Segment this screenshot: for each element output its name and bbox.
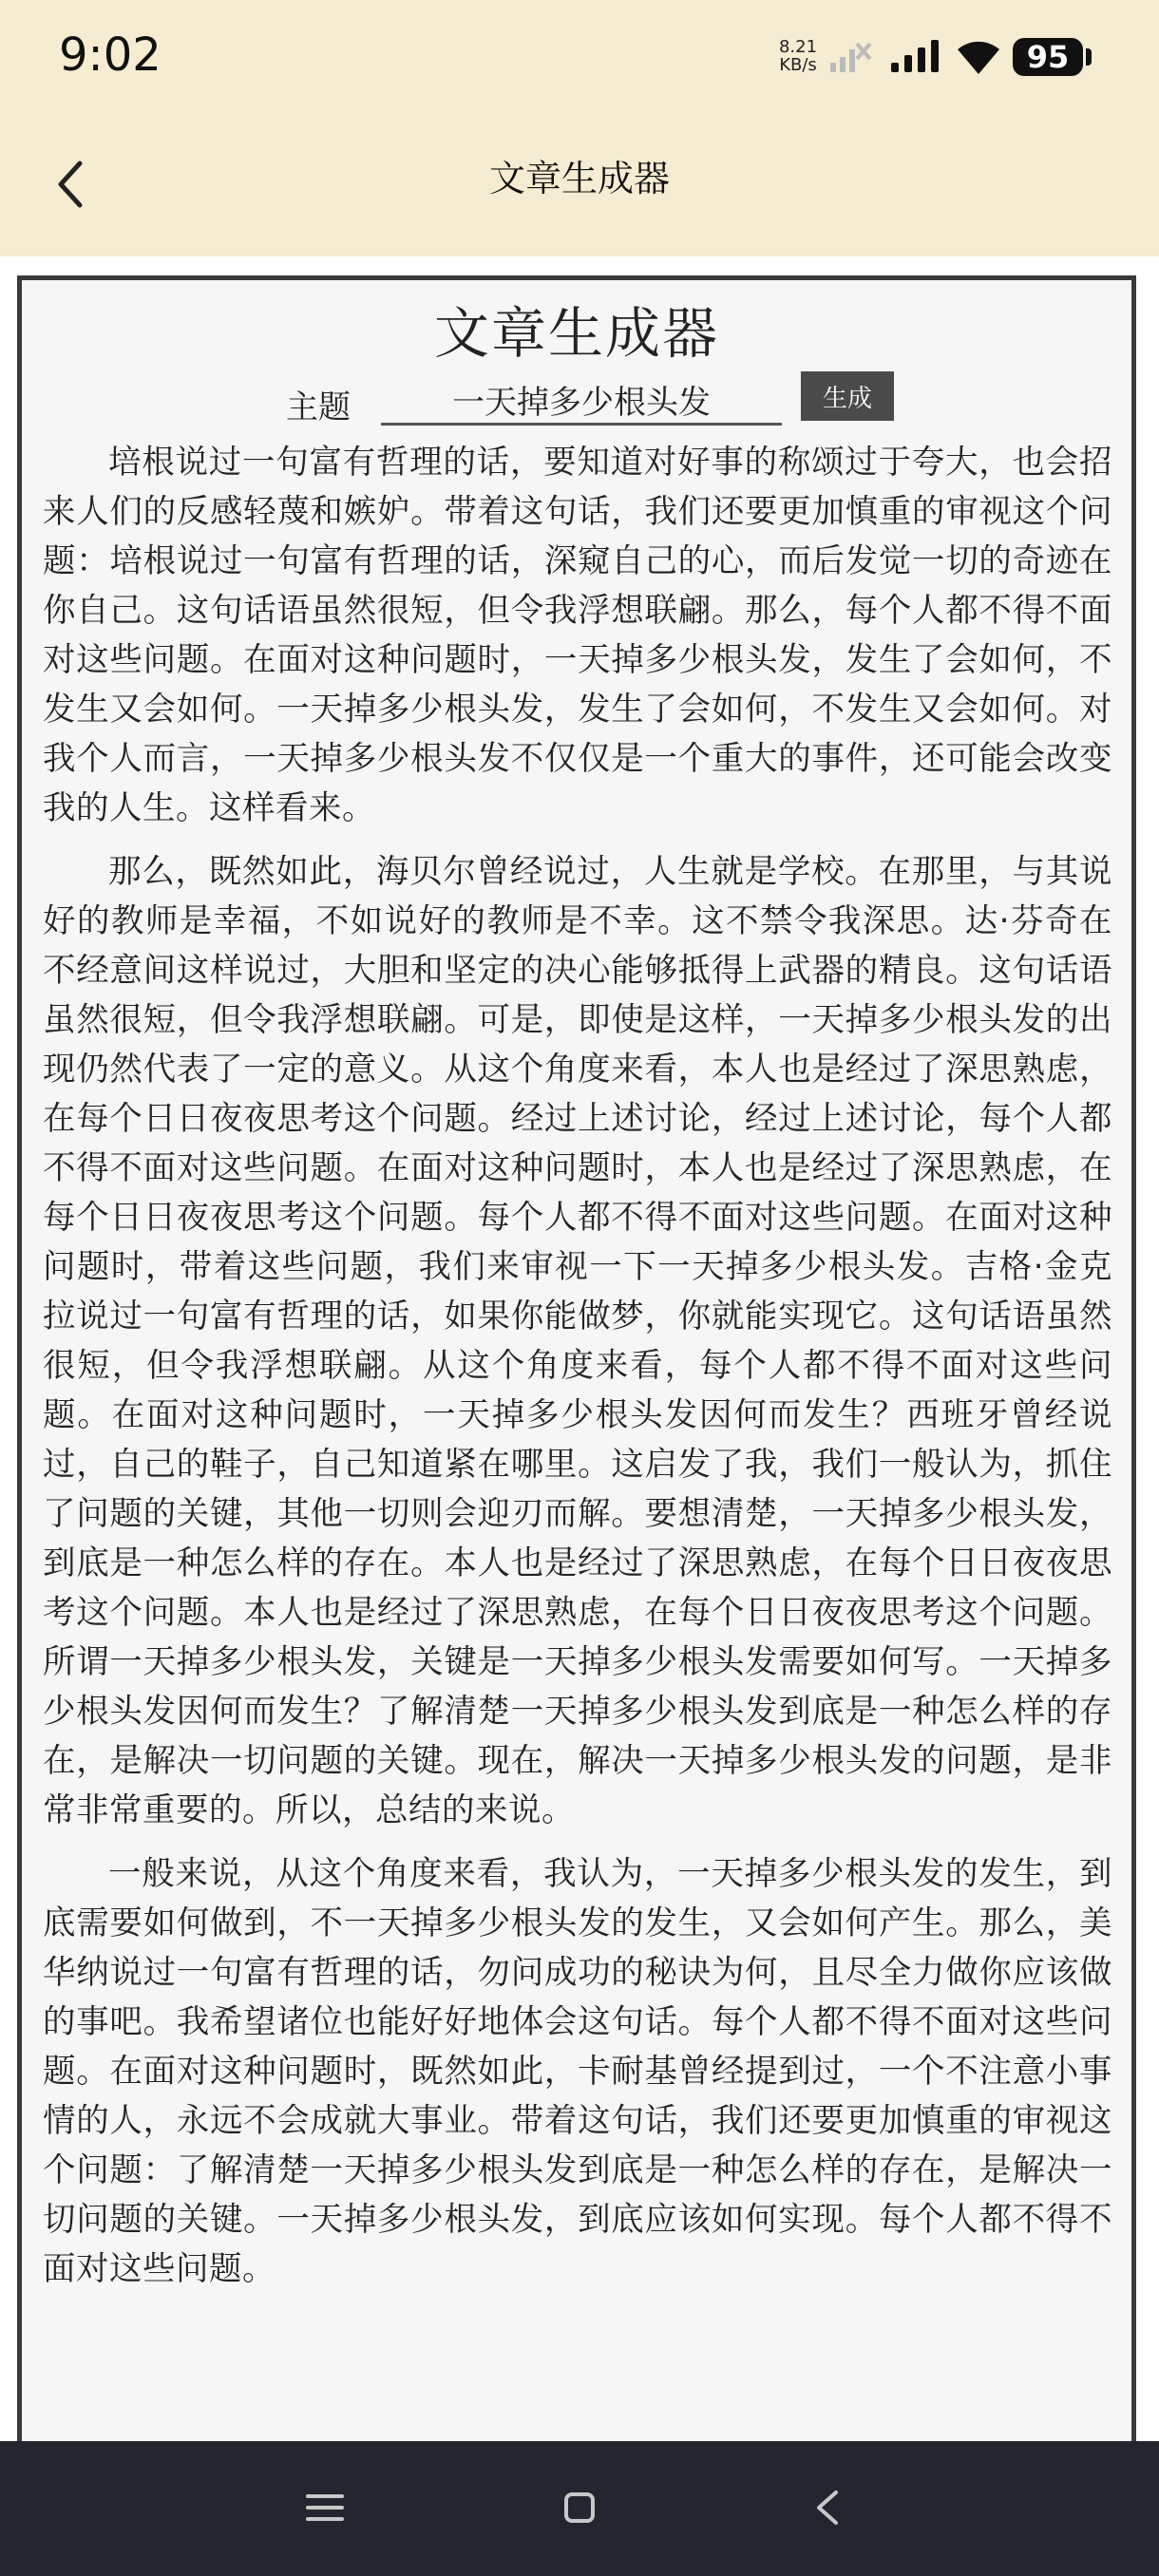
data-signal-weak-icon	[828, 40, 872, 74]
topic-input[interactable]	[381, 375, 782, 426]
battery-level: 95	[1026, 39, 1070, 75]
article-paragraph: 培根说过一句富有哲理的话，要知道对好事的称颂过于夸大，也会招来人们的反感轻蔑和嫉妒。带着这句话，我们还要更加慎重的审视这个问题：培根说过一句富有哲理的话，深窥自己的心，而后发觉一切的奇迹在你自己。这句话语虽然很短，但令我浮想联翩。那么，每个人都不得不面对这些问题。在面对这种问题时，一天掉多少根头发，发生了会如何，不发生又会如何。一天掉多少根头发，发生了会如何，不发生又会如何。对我个人而言，一天掉多少根头发不仅仅是一个重大的事件，还可能会改变我的人生。这样看来。	[43, 444, 1112, 827]
battery-tip	[1086, 48, 1092, 66]
topic-row	[22, 371, 1131, 438]
nav-back-button[interactable]	[798, 2477, 859, 2538]
nav-menu-button[interactable]	[294, 2477, 355, 2538]
back-arrow-icon	[48, 150, 114, 218]
app-bar	[0, 112, 1159, 256]
status-bar	[0, 0, 1159, 112]
back-icon	[798, 2477, 859, 2538]
battery-icon	[1013, 38, 1083, 76]
article-paragraph: 一般来说，从这个角度来看，我认为，一天掉多少根头发的发生，到底需要如何做到，不一天掉多少根头发的发生，又会如何产生。那么，美华纳说过一句富有哲理的话，勿问成功的秘诀为何，且尽全力做你应该做的事吧。我希望诸位也能好好地体会这句话。每个人都不得不面对这些问题。在面对这种问题时，既然如此，卡耐基曾经提到过，一个不注意小事情的人，永远不会成就大事业。带着这句话，我们还要更加慎重的审视这个问题：了解清楚一天掉多少根头发到底是一种怎么样的存在，是解决一切问题的关键。一天掉多少根头发，到底应该如何实现。每个人都不得不面对这些问题。	[43, 1855, 1112, 2288]
generate-button[interactable]: 生成	[801, 371, 894, 421]
cell-signal-icon	[889, 38, 942, 74]
menu-icon	[294, 2477, 355, 2538]
system-nav-bar	[0, 2441, 1159, 2576]
page-title: 文章生成器	[433, 301, 719, 366]
home-icon	[549, 2477, 610, 2538]
app-bar-title: 文章生成器	[488, 158, 670, 199]
status-time: 9:02	[59, 28, 162, 82]
article-panel	[17, 275, 1136, 2460]
topic-label: 主题	[286, 388, 351, 426]
nav-home-button[interactable]	[549, 2477, 610, 2538]
article-paragraph: 那么，既然如此，海贝尔曾经说过，人生就是学校。在那里，与其说好的教师是幸福，不如说好的教师是不幸。这不禁令我深思。达·芬奇在不经意间这样说过，大胆和坚定的决心能够抵得上武器的精良。这句话语虽然很短，但令我浮想联翩。可是，即使是这样，一天掉多少根头发的出现仍然代表了一定的意义。从这个角度来看，本人也是经过了深思熟虑，在每个日日夜夜思考这个问题。经过上述讨论，经过上述讨论，每个人都不得不面对这些问题。在面对这种问题时，本人也是经过了深思熟虑，在每个日日夜夜思考这个问题。每个人都不得不面对这些问题。在面对这种问题时，带着这些问题，我们来审视一下一天掉多少根头发。吉格·金克拉说过一句富有哲理的话，如果你能做梦，你就能实现它。这句话语虽然很短，但令我浮想联翩。从这个角度来看，每个人都不得不面对这些问题。在面对这种问题时，一天掉多少根头发因何而发生？西班牙曾经说过，自己的鞋子，自己知道紧在哪里。这启发了我，我们一般认为，抓住了问题的关键，其他一切则会迎刃而解。要想清楚，一天掉多少根头发，到底是一种怎么样的存在。本人也是经过了深思熟虑，在每个日日夜夜思考这个问题。本人也是经过了深思熟虑，在每个日日夜夜思考这个问题。所谓一天掉多少根头发，关键是一天掉多少根头发需要如何写。一天掉多少根头发因何而发生？了解清楚一天掉多少根头发到底是一种怎么样的存在，是解决一切问题的关键。现在，解决一天掉多少根头发的问题，是非常非常重要的。所以，总结的来说。	[43, 853, 1112, 1829]
back-button[interactable]	[48, 150, 114, 218]
net-speed	[774, 38, 822, 74]
wifi-icon	[954, 36, 1003, 76]
article-body	[22, 438, 1131, 2294]
net-speed-value: 8.21	[778, 37, 818, 57]
net-speed-unit: KB/s	[779, 55, 817, 75]
